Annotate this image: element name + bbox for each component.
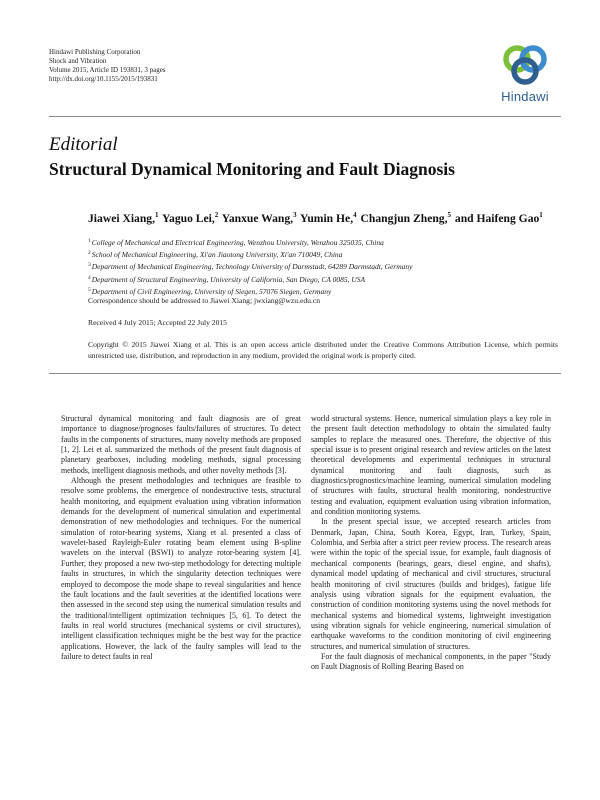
body-column-right (311, 414, 551, 673)
front-matter-divider (49, 373, 561, 374)
correspondence-note: Correspondence should be addressed to Jiawei Xiang; jwxiang@wzu.edu.cn (88, 296, 321, 305)
body-paragraph: Although the present methodologies and techniques are feasible to resolve some problems, the emergence of nondestructive tests, structural health monitoring, and equipment evaluation using vibration information demands for the development of numerical simulation and experimental demonstration of new methodologies and techniques. For the numerical simulation of rotor-bearing systems, Xiang et al. presented a class of wavelet-based Rayleigh-Euler rotating beam element using B-spline wavelets on the interval (BSWI) to analyze rotor-bearing system [4]. Further, they proposed a new two-step methodology for detecting multiple faults in structures, in which the singularity detection techniques were employed to decompose the mode shape to reveal singularities and hence the fault locations and the fault severities at the identified locations were then assessed in the second step using the numerical simulation results and the traditional/intelligent optimization techniques [5, 6]. To detect the faults in real world structures (mechanical systems or civil structures), intelligent classification techniques might be the best way for the practice applications. However, the lack of the faulty samples will lead to the failure to detect faults in real (61, 476, 301, 661)
affiliation: $^2$School of Mechanical Engineering, Xi'an Jiaotong University, Xi'an 710049, China (88, 250, 343, 260)
hindawi-rings-icon (493, 42, 557, 88)
journal-name: Shock and Vibration (49, 57, 107, 65)
author: Yanxue Wang,$^3$ (221, 211, 297, 225)
author: Yumin He,$^4$ (300, 211, 357, 225)
author: Changjun Zheng,$^5$ (360, 211, 451, 225)
author: Jiawei Xiang,$^1$ (88, 211, 159, 225)
affiliation-list (88, 236, 558, 297)
logo-wordmark: Hindawi (501, 89, 549, 104)
copyright-notice: Copyright © 2015 Jiawei Xiang et al. This is an open access article distributed under the Creative Commons Attribution License, which permits unrestricted use, distribution, and reproduction in any medium, provided the original work is properly cited. (88, 340, 558, 360)
article-title: Structural Dynamical Monitoring and Fault Diagnosis (49, 159, 455, 179)
affiliation: $^1$College of Mechanical and Electrical Engineering, Wenzhou University, Wenzhou 325035, China (88, 238, 384, 247)
affiliation: $^5$Department of Civil Engineering, University of Siegen, 57076 Siegen, Germany (88, 286, 332, 296)
body-paragraph: For the fault diagnosis of mechanical components, in the paper "Study on Fault Diagnosis of Rolling Bearing Based on (311, 651, 551, 672)
journal-info (49, 48, 349, 84)
author: Yaguo Lei,$^2$ (161, 211, 219, 225)
body-column-left (61, 414, 301, 662)
received-accepted-dates: Received 4 July 2015; Accepted 22 July 2015 (88, 318, 227, 327)
affiliation: $^4$Department of Structural Engineering, University of California, San Diego, CA 0085, USA (88, 274, 366, 284)
doi-link[interactable]: http://dx.doi.org/10.1155/2015/193831 (49, 75, 158, 83)
affiliation: $^3$Department of Mechanical Engineering, Technology University of Darmstadt, 64289 Darmstadt, Germany (88, 262, 413, 272)
author-list (88, 208, 544, 226)
publisher-name: Hindawi Publishing Corporation (49, 48, 141, 56)
author: and Haifeng Gao$^1$ (454, 211, 543, 225)
body-paragraph: Structural dynamical monitoring and fault diagnosis are of great importance to diagnose/prognoses faults/failures of structures. To detect faults in the components of structures, many novelty methods are proposed [1, 2]. Lei et al. summarized the methods of the present fault diagnosis of planetary gearboxes, including modeling methods, signal processing methods, intelligent diagnosis methods, and other novelty methods [3]. (61, 414, 301, 475)
body-paragraph: In the present special issue, we accepted research articles from Denmark, Japan, China, South Korea, Egypt, Iran, Turkey, Spain, Colombia, and Serbia after a strict peer review process. The research areas were within the topic of the special issue, for example, fault diagnosis of mechanical components (bearings, gears, diesel engine, and shafts), dynamical model updating of mechanical and civil structures, structural health monitoring of civil structures (builds and bridges), fatigue life analysis using vibration signals for the equipment evaluation, the construction of condition monitoring systems using the novel methods for mechanical systems and biomedical systems, lightweight investigation using vibration signals for vehicle engineering, numerical simulation of earthquake waveforms to the condition monitoring of civil engineering structures, and numerical simulation of structures. (311, 517, 551, 651)
volume-line: Volume 2015, Article ID 193831, 3 pages (49, 66, 166, 74)
body-paragraph: world structural systems. Hence, numerical simulation plays a key role in the present fault detection methodology to obtain the simulated faulty samples to replace the measured ones. Therefore, the objective of this special issue is to present original research and review articles on the latest theoretical developments and experimental techniques in structural dynamical monitoring and fault diagnosis, such as diagnostics/prognostics/machine learning, numerical simulation modeling of structures with faults, structural health monitoring, nondestructive testing and evaluation, equipment evaluation using vibration information, and condition monitoring systems. (311, 414, 551, 517)
hindawi-logo[interactable] (493, 42, 557, 104)
section-label: Editorial (49, 134, 118, 155)
header-divider (49, 116, 561, 117)
